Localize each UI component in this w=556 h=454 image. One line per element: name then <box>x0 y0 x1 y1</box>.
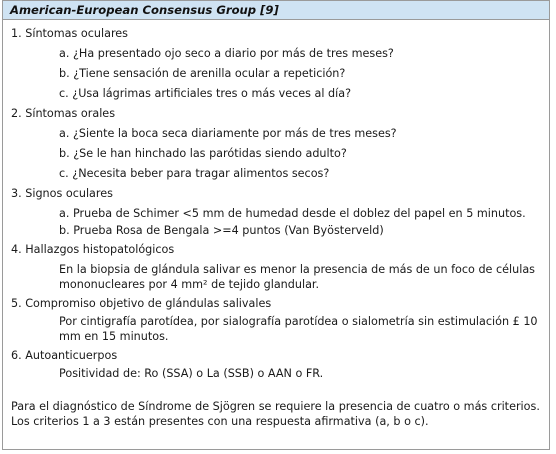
section-oral-symptoms <box>11 104 543 184</box>
criteria-table <box>2 0 550 450</box>
section-title: 3. Signos oculares <box>11 187 113 200</box>
section-title: 5. Compromiso objetivo de glándulas salivales <box>11 297 272 310</box>
table-body <box>3 20 549 429</box>
section-ocular-symptoms <box>11 24 543 104</box>
section-title: 2. Síntomas orales <box>11 107 116 120</box>
section-autoantibodies <box>11 348 543 385</box>
section-text: Positividad de: Ro (SSA) o La (SSB) o AAN o FR. <box>59 367 324 380</box>
section-text: Por cintigrafía parotídea, por sialografía parotídea o sialometría sin estimulación £ 10 mm en 15 minutos. <box>59 315 538 343</box>
list-item: c. ¿Usa lágrimas artificiales tres o más veces al día? <box>59 87 352 100</box>
footer-notes <box>11 399 543 429</box>
footer-line: Para el diagnóstico de Síndrome de Sjögren se requiere la presencia de cuatro o más criterios. <box>11 400 540 413</box>
footer-line: Los criterios 1 a 3 están presentes con una respuesta afirmativa (a, b o c). <box>11 415 429 428</box>
list-item: c. ¿Necesita beber para tragar alimentos secos? <box>59 167 330 180</box>
table-title: American-European Consensus Group [9] <box>3 1 549 20</box>
section-ocular-signs <box>11 184 543 240</box>
section-text: En la biopsia de glándula salivar es menor la presencia de más de un foco de células mononucleares por 4 mm² de tejido glandular. <box>59 263 536 291</box>
list-item: b. ¿Se le han hinchado las parótidas siendo adulto? <box>59 147 347 160</box>
section-histopathology <box>11 240 543 296</box>
section-title: 4. Hallazgos histopatológicos <box>11 243 175 256</box>
list-item: b. Prueba Rosa de Bengala >=4 puntos (Van Byösterveld) <box>59 224 384 237</box>
list-item: b. ¿Tiene sensación de arenilla ocular a repetición? <box>59 67 346 80</box>
section-title: 1. Síntomas oculares <box>11 27 129 40</box>
section-title: 6. Autoanticuerpos <box>11 349 118 362</box>
section-salivary-glands <box>11 296 543 348</box>
list-item: a. Prueba de Schimer <5 mm de humedad desde el doblez del papel en 5 minutos. <box>59 207 526 220</box>
list-item: a. ¿Ha presentado ojo seco a diario por más de tres meses? <box>59 47 394 60</box>
list-item: a. ¿Siente la boca seca diariamente por más de tres meses? <box>59 127 397 140</box>
